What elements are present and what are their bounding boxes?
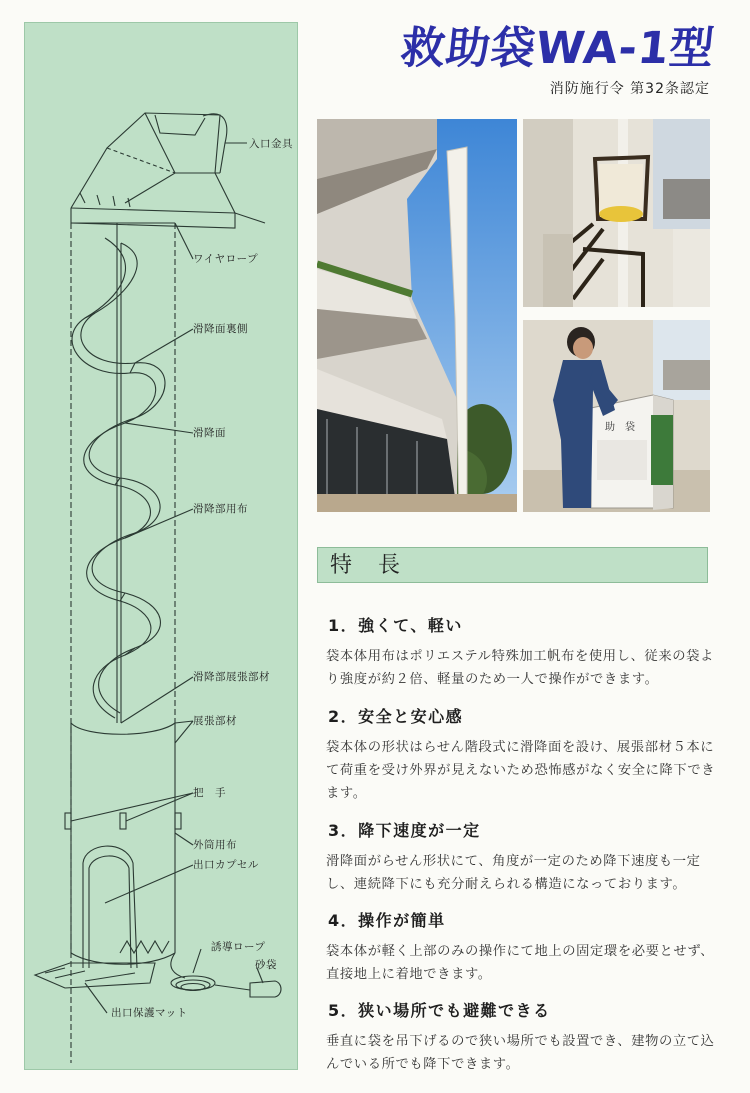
photo-building-with-chute [317,119,517,512]
callout-chute-back: 滑降面裏側 [193,323,248,335]
feature-body: 垂直に袋を吊下げるので狭い場所でも設置でき、建物の立て込んでいる所でも降下できます。 [326,1034,715,1072]
feature-title: 3．降下速度が一定 [328,821,481,840]
certification-subtitle: 消防施行令 第32条認定 [549,81,710,97]
callout-tension-member: 展張部材 [193,715,237,727]
feature-item [326,704,716,805]
callout-chute-tension-member: 滑降部展張部材 [193,671,270,683]
feature-title: 1．強くて、軽い [328,616,463,635]
feature-body: 袋本体用布はポリエステル特殊加工帆布を使用し、従来の袋より強度が約２倍、軽量のため一人で操作ができます。 [326,649,714,687]
feature-body: 袋本体の形状はらせん階段式に滑降面を設け、展張部材５本にて荷重を受け外界が見えないため恐怖感がなく安全に降下できます。 [326,740,716,801]
callout-outer-tube-fabric: 外筒用布 [193,839,237,851]
callout-chute-surface: 滑降面 [193,427,226,439]
callout-chute-fabric: 滑降部用布 [193,503,248,515]
callout-entrance-fitting: 入口金具 [249,138,293,150]
callout-exit-protection-mat: 出口保護マット [111,1007,188,1019]
callout-wire-rope: ワイヤロープ [193,253,259,265]
feature-body: 滑降面がらせん形状にて、角度が一定のため降下速度も一定し、連続降下にも充分耐えられる構造になっております。 [326,854,701,892]
storage-box-sign: 助 袋 [605,422,635,433]
feature-item [326,908,716,986]
rescue-chute-diagram [25,23,297,1069]
callout-sandbag: 砂袋 [255,959,277,971]
feature-title: 2．安全と安心感 [328,707,464,726]
features-header: 特長 [317,547,708,583]
feature-title: 5．狭い場所でも避難できる [328,1001,551,1020]
photo-entrance-frame [523,119,710,307]
callout-exit-capsule: 出口カプセル [193,859,259,871]
feature-title: 4．操作が簡単 [328,911,446,930]
page-title: 救助袋WA-1型 [398,23,718,74]
feature-item [326,998,716,1076]
feature-item [326,818,716,896]
feature-item [326,613,716,691]
callout-guide-rope: 誘導ロープ [211,941,266,953]
rescue-chute-diagram-panel [24,22,298,1070]
photo-operator-storage-box [523,320,710,512]
feature-body: 袋本体が軽く上部のみの操作にて地上の固定環を必要とせず、直接地上に着地できます。 [326,944,715,982]
callout-handle: 把 手 [193,787,226,799]
